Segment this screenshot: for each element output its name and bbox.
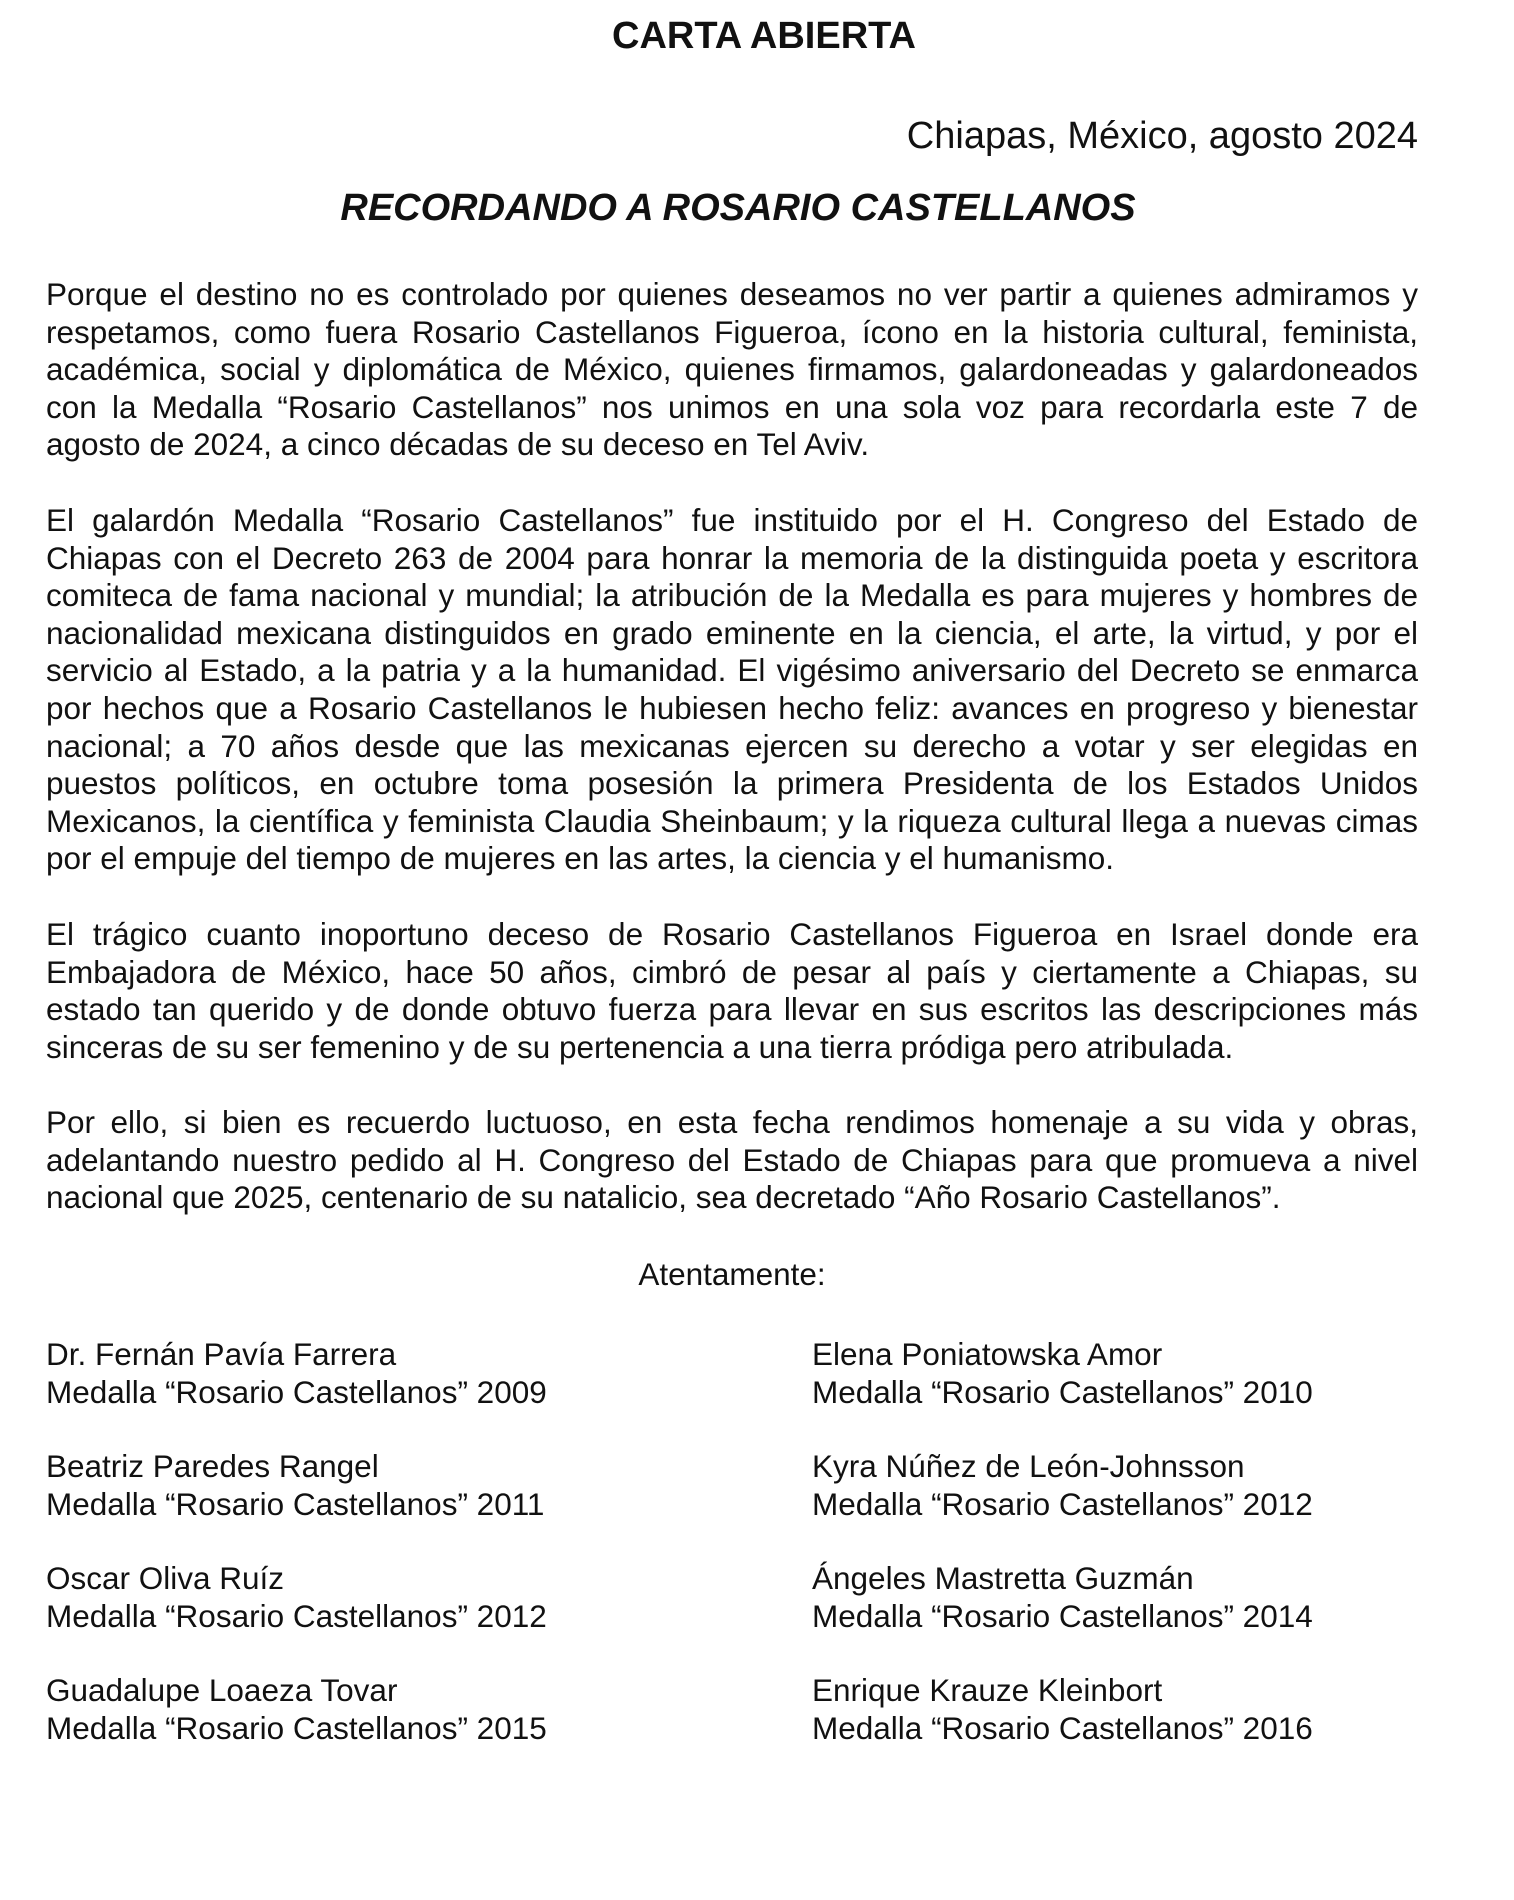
signatory-name: Guadalupe Loaeza Tovar bbox=[46, 1672, 398, 1709]
signatory-name: Dr. Fernán Pavía Farrera bbox=[46, 1336, 397, 1373]
signatory-name: Oscar Oliva Ruíz bbox=[46, 1560, 285, 1597]
signatory bbox=[812, 1559, 1418, 1635]
letter-body bbox=[46, 276, 1418, 1217]
paragraph-3: El trágico cuanto inoportuno deceso de Rosario Castellanos Figueroa en Israel donde era Embajadora de México, hace 50 años, cimbró de pesar al país y ciertamente a Chiapas, su estado tan querido y de donde obtuvo fuerza para llevar en sus escritos las descripciones más sinceras de su ser femenino y de su pertenencia a una tierra pródiga pero atribulada. bbox=[46, 915, 1418, 1065]
signatory-award: Medalla “Rosario Castellanos” 2012 bbox=[46, 1598, 547, 1635]
signatory-award: Medalla “Rosario Castellanos” 2010 bbox=[812, 1374, 1313, 1411]
signatory bbox=[46, 1559, 812, 1635]
signatory-award: Medalla “Rosario Castellanos” 2011 bbox=[46, 1486, 545, 1523]
signatory-name: Beatriz Paredes Rangel bbox=[46, 1448, 379, 1485]
paragraph-2: El galardón Medalla “Rosario Castellanos” fue instituido por el H. Congreso del Estado de Chiapas con el Decreto 263 de 2004 para honrar la memoria de la distinguida poeta y escritora comiteca de fama nacional y mundial; la atribución de la Medalla es para mujeres y hombres de nacionalidad mexicana distinguidos en grado eminente en la ciencia, el arte, la virtud, y por el servicio al Estado, a la patria y a la humanidad. El vigésimo aniversario del Decreto se enmarca por hechos que a Rosario Castellanos le hubiesen hecho feliz: avances en progreso y bienestar nacional; a 70 años desde que las mexicanas ejercen su derecho a votar y ser elegidas en puestos políticos, en octubre toma posesión la primera Presidenta de los Estados Unidos Mexicanos, la científica y feminista Claudia Sheinbaum; y la riqueza cultural llega a nuevas cimas por el empuje del tiempo de mujeres en las artes, la ciencia y el humanismo. bbox=[46, 501, 1418, 877]
signatory bbox=[46, 1447, 812, 1523]
signatory-award: Medalla “Rosario Castellanos” 2012 bbox=[812, 1486, 1313, 1523]
signatory bbox=[812, 1335, 1418, 1411]
signatory-award: Medalla “Rosario Castellanos” 2016 bbox=[812, 1710, 1313, 1747]
paragraph-4: Por ello, si bien es recuerdo luctuoso, en esta fecha rendimos homenaje a su vida y obras, adelantando nuestro pedido al H. Congreso del Estado de Chiapas para que promueva a nivel nacional que 2025, centenario de su natalicio, sea decretado “Año Rosario Castellanos”. bbox=[46, 1104, 1418, 1216]
signatory-name: Kyra Núñez de León-Johnsson bbox=[812, 1448, 1245, 1485]
signatory-name: Enrique Krauze Kleinbort bbox=[812, 1672, 1163, 1709]
signatory-name: Elena Poniatowska Amor bbox=[812, 1336, 1163, 1373]
letter-title: CARTA ABIERTA bbox=[612, 15, 916, 57]
paragraph-1: Porque el destino no es controlado por quienes deseamos no ver partir a quienes admiramos y respetamos, como fuera Rosario Castellanos Figueroa, ícono en la historia cultural, feminista, académica, social y diplomática de México, quienes firmamos, galardoneadas y galardoneados con la Medalla “Rosario Castellanos” nos unimos en una sola voz para recordarla este 7 de agosto de 2024, a cinco décadas de su deceso en Tel Aviv. bbox=[46, 276, 1418, 463]
signatory-award: Medalla “Rosario Castellanos” 2014 bbox=[812, 1598, 1313, 1635]
signatories-list bbox=[46, 1335, 1418, 1747]
closing-salutation: Atentamente: bbox=[638, 1256, 826, 1293]
letter-subtitle: RECORDANDO A ROSARIO CASTELLANOS bbox=[340, 187, 1136, 229]
signatory-name: Ángeles Mastretta Guzmán bbox=[812, 1560, 1194, 1597]
letter-page bbox=[46, 0, 1418, 1747]
signatory-award: Medalla “Rosario Castellanos” 2009 bbox=[46, 1374, 547, 1411]
place-date: Chiapas, México, agosto 2024 bbox=[906, 115, 1418, 157]
signatory bbox=[46, 1335, 812, 1411]
signatory-award: Medalla “Rosario Castellanos” 2015 bbox=[46, 1710, 547, 1747]
signatory bbox=[46, 1671, 812, 1747]
signatory bbox=[812, 1447, 1418, 1523]
signatory bbox=[812, 1671, 1418, 1747]
